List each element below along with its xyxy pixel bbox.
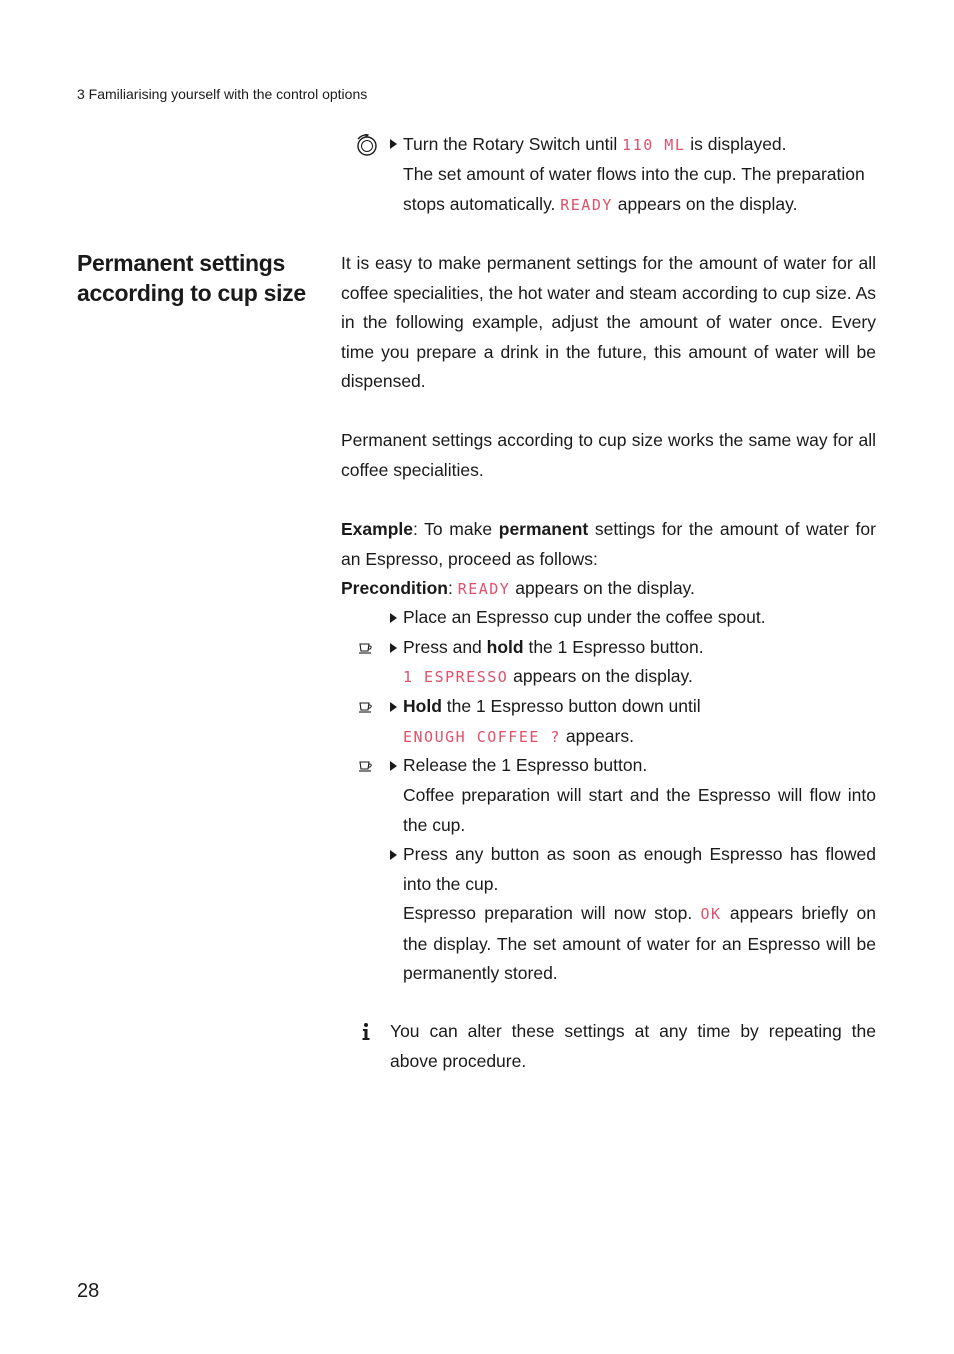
- display-ready: READY: [560, 195, 613, 214]
- info-icon: [360, 1022, 372, 1047]
- step-arrow-icon: [390, 850, 397, 860]
- step-hold-until: Hold the 1 Espresso button down until: [403, 696, 701, 716]
- rotary-switch-icon: [355, 134, 379, 163]
- step-hold-until-result: ENOUGH COFFEE ? appears.: [403, 726, 634, 746]
- page-number: 28: [77, 1280, 100, 1302]
- intro-paragraph: It is easy to make permanent settings for the amount of water for all coffee specialities, the hot water and steam according to cup size. As in the following example, adjust the amount of water once. Every time you prepare a drink in the future, this amount of water will be dispensed.: [341, 253, 876, 391]
- espresso-cup-icon: [358, 759, 374, 778]
- info-note: You can alter these settings at any time by repeating the above procedure.: [390, 1021, 876, 1071]
- step-place-cup: Place an Espresso cup under the coffee spout.: [403, 607, 766, 627]
- step-arrow-icon: [390, 643, 397, 653]
- display-enough-coffee: ENOUGH COFFEE ?: [403, 728, 561, 746]
- display-110ml: 110 ML: [622, 136, 686, 154]
- step-press-any-result: Espresso preparation will now stop. OK appears briefly on the display. The set amount of water for an Espresso will be permanently stored.: [403, 903, 876, 983]
- precondition: Precondition: READY appears on the display.: [341, 578, 695, 598]
- step-press-hold: Press and hold the 1 Espresso button.: [403, 637, 704, 657]
- step-arrow-icon: [390, 702, 397, 712]
- espresso-cup-icon: [358, 641, 374, 660]
- step-rotary: Turn the Rotary Switch until 110 ML is displayed.: [403, 134, 787, 154]
- display-ok: OK: [700, 905, 722, 923]
- display-ready: READY: [457, 580, 511, 598]
- espresso-cup-icon: [358, 700, 374, 719]
- step-arrow-icon: [390, 139, 397, 149]
- step-rotary-result: The set amount of water flows into the cup. The preparation stops automatically. READY appears on the display.: [403, 164, 865, 214]
- step-arrow-icon: [390, 613, 397, 623]
- section-title: Permanent settings according to cup size: [77, 250, 306, 306]
- step-press-any: Press any button as soon as enough Espresso has flowed into the cup.: [403, 844, 876, 894]
- step-release: Release the 1 Espresso button.: [403, 755, 648, 775]
- display-1-espresso: 1 ESPRESSO: [403, 668, 509, 686]
- step-arrow-icon: [390, 761, 397, 771]
- step-press-hold-result: 1 ESPRESSO appears on the display.: [403, 666, 693, 686]
- chapter-header: 3 Familiarising yourself with the control options: [77, 86, 368, 102]
- same-way-paragraph: Permanent settings according to cup size works the same way for all coffee specialities.: [341, 430, 876, 480]
- step-release-result: Coffee preparation will start and the Espresso will flow into the cup.: [403, 785, 876, 835]
- example-paragraph: Example: To make permanent settings for the amount of water for an Espresso, proceed as follows:: [341, 519, 876, 569]
